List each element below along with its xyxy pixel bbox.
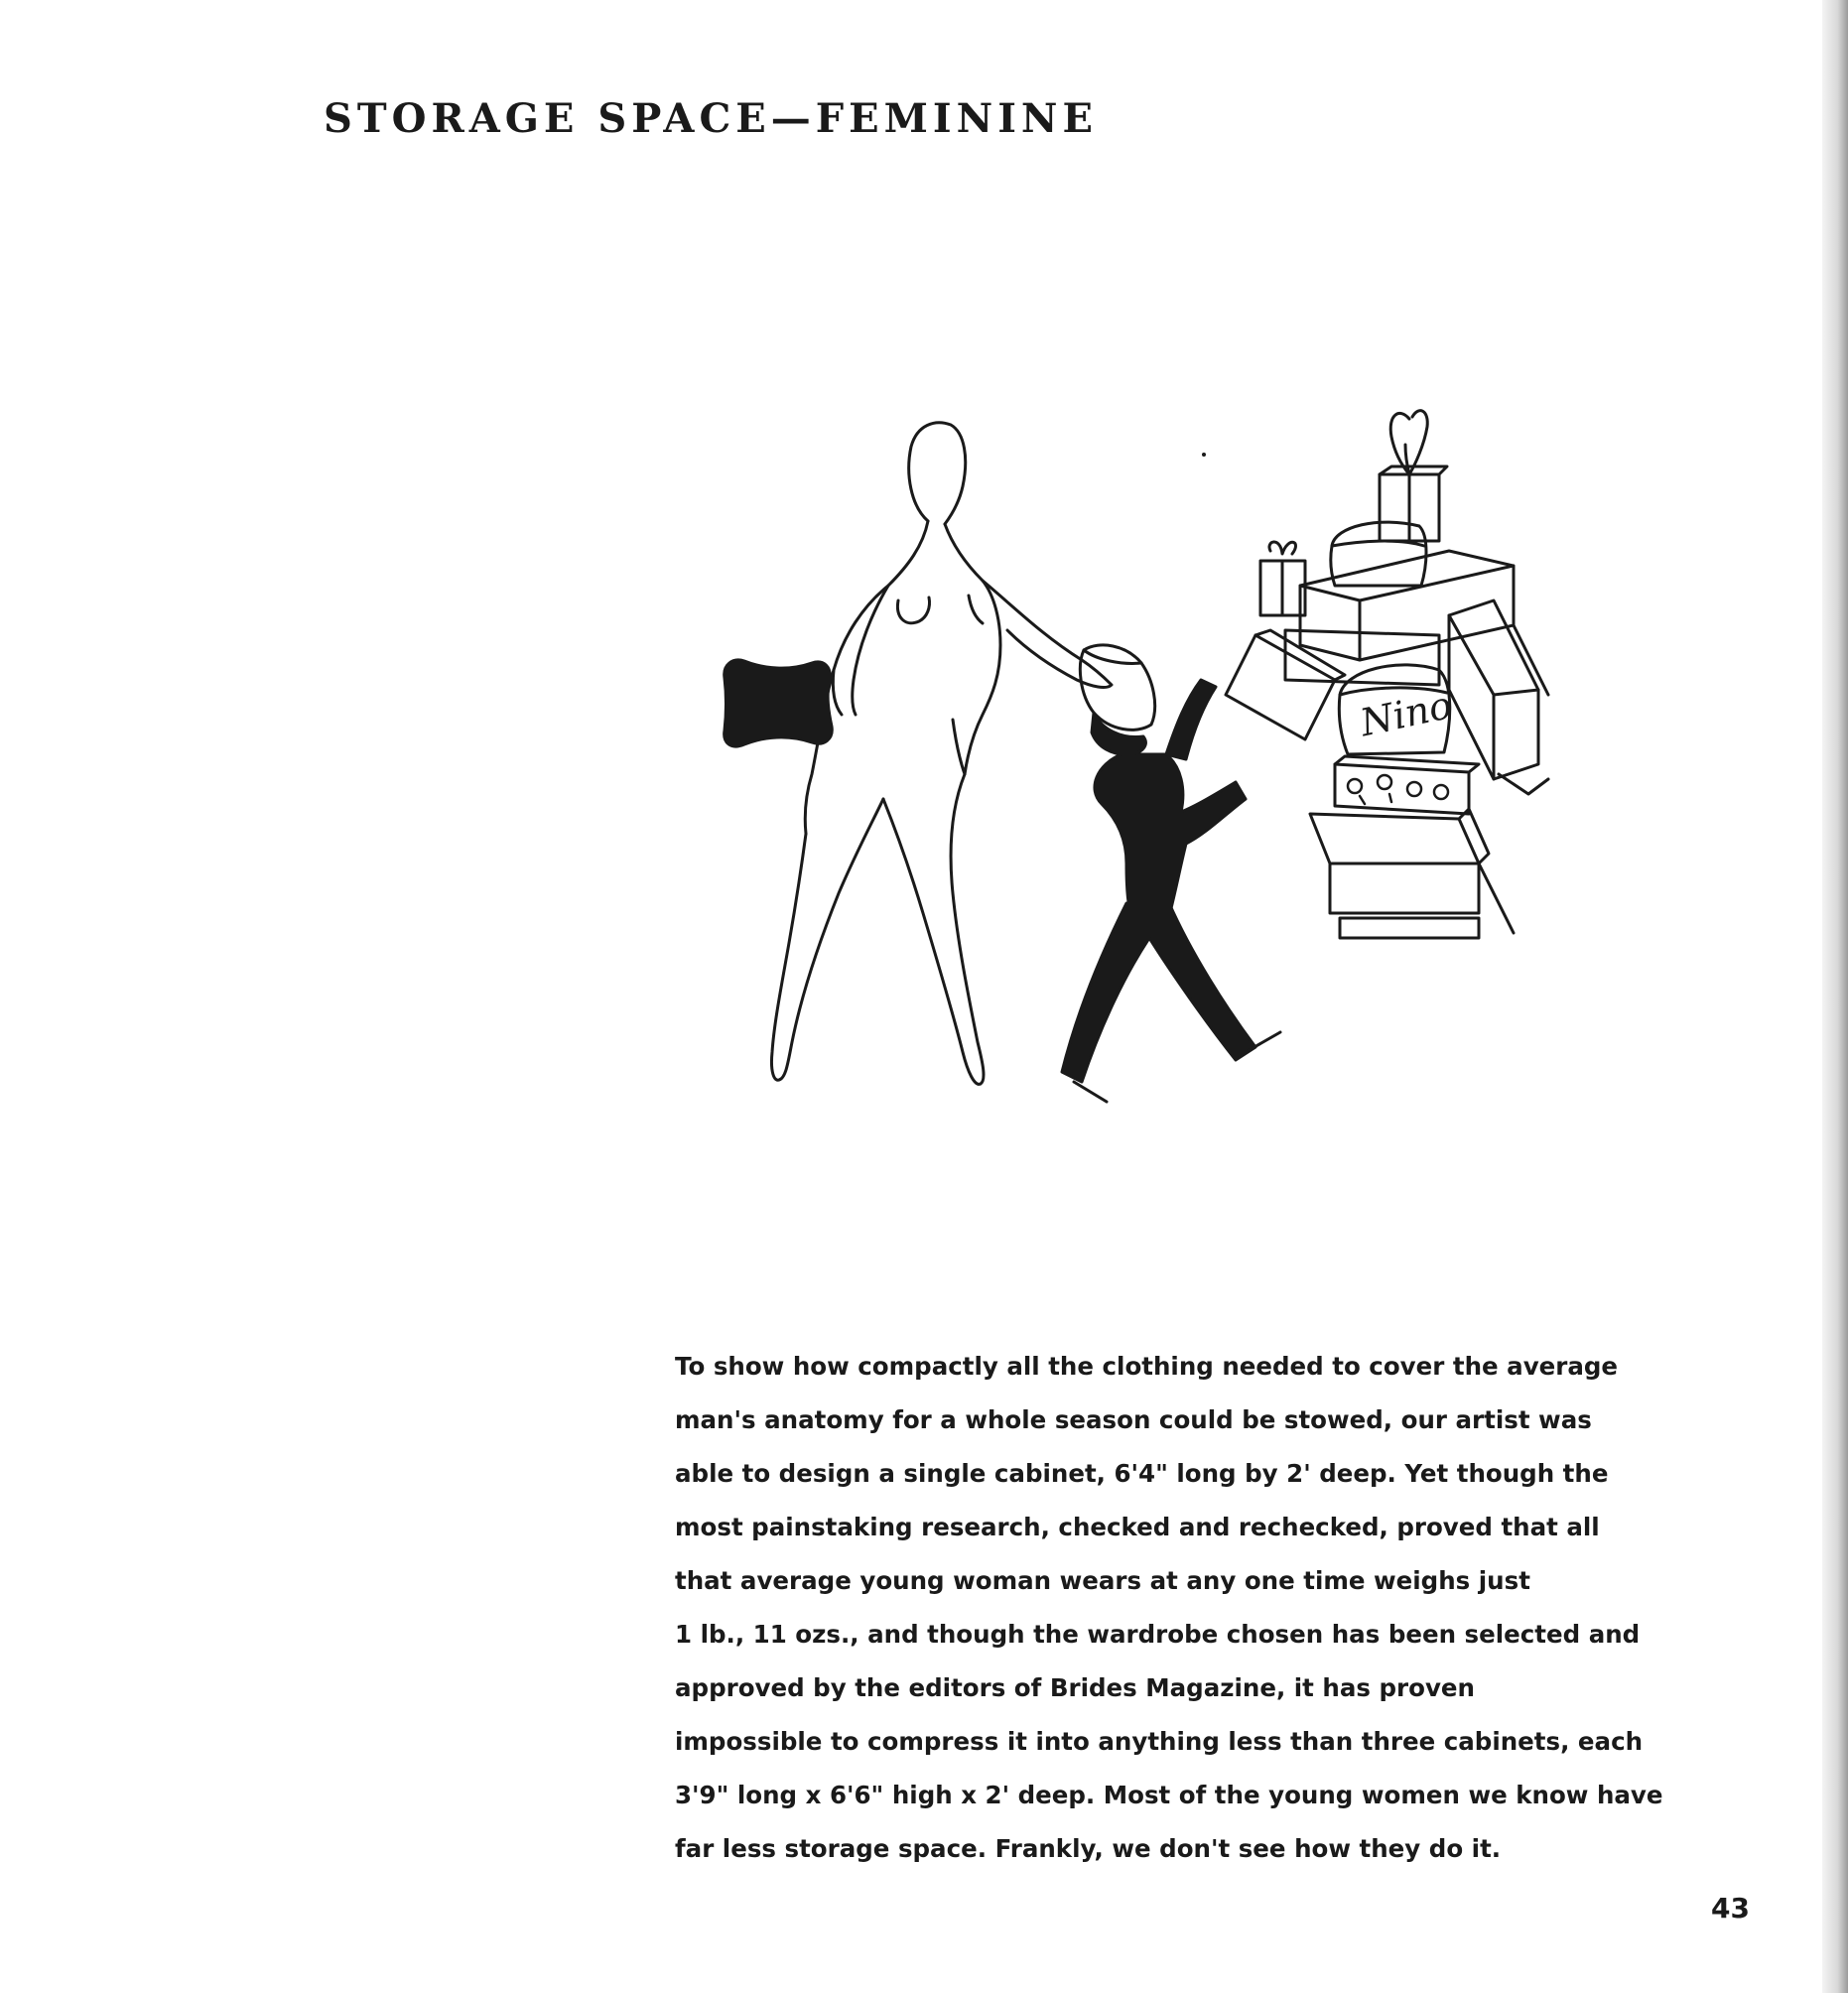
body-line: most painstaking research, checked and rechecked, proved that all <box>675 1513 1600 1541</box>
woman-figure <box>725 423 1112 1085</box>
woman-body-right <box>945 524 1000 774</box>
woman-left-leg <box>771 799 883 1080</box>
box-stack <box>1226 411 1548 938</box>
illustration <box>685 397 1618 1231</box>
body-line: able to design a single cabinet, 6'4" long by 2' deep. Yet though the <box>675 1459 1609 1488</box>
woman-breast <box>897 598 929 623</box>
woman-right-leg <box>883 774 984 1084</box>
body-line: 1 lb., 11 ozs., and though the wardrobe chosen has been selected and <box>675 1620 1641 1649</box>
body-line: To show how compactly all the clothing needed to cover the average <box>675 1352 1619 1381</box>
bellhop-cap <box>1080 645 1154 730</box>
body-paragraph <box>675 1340 1667 1876</box>
body-line: approved by the editors of Brides Magazine, it has proven <box>675 1673 1475 1702</box>
woman-head <box>909 423 966 524</box>
page-number: 43 <box>1711 1892 1750 1925</box>
body-line: far less storage space. Frankly, we don't see how they do it. <box>675 1834 1502 1863</box>
ribbon-bow <box>1390 411 1427 474</box>
page-edge-shadow <box>1822 0 1848 1993</box>
bellhop-torso <box>1095 754 1246 908</box>
bellhop-legs <box>1062 903 1255 1082</box>
page-title: STORAGE SPACE—FEMININE <box>324 95 1098 142</box>
body-line: 3'9" long x 6'6" high x 2' deep. Most of the young women we know have <box>675 1781 1663 1809</box>
body-line: impossible to compress it into anything less than three cabinets, each <box>675 1727 1644 1756</box>
woman-clutch <box>725 660 833 746</box>
flower-pattern <box>1348 775 1448 804</box>
bellhop-figure <box>1062 645 1280 1102</box>
body-line: man's anatomy for a whole season could be stowed, our artist was <box>675 1405 1592 1434</box>
nino-box-label: Nino <box>1356 683 1456 745</box>
woman-right-arm <box>983 581 1112 687</box>
body-line: that average young woman wears at any one time weighs just <box>675 1566 1530 1595</box>
